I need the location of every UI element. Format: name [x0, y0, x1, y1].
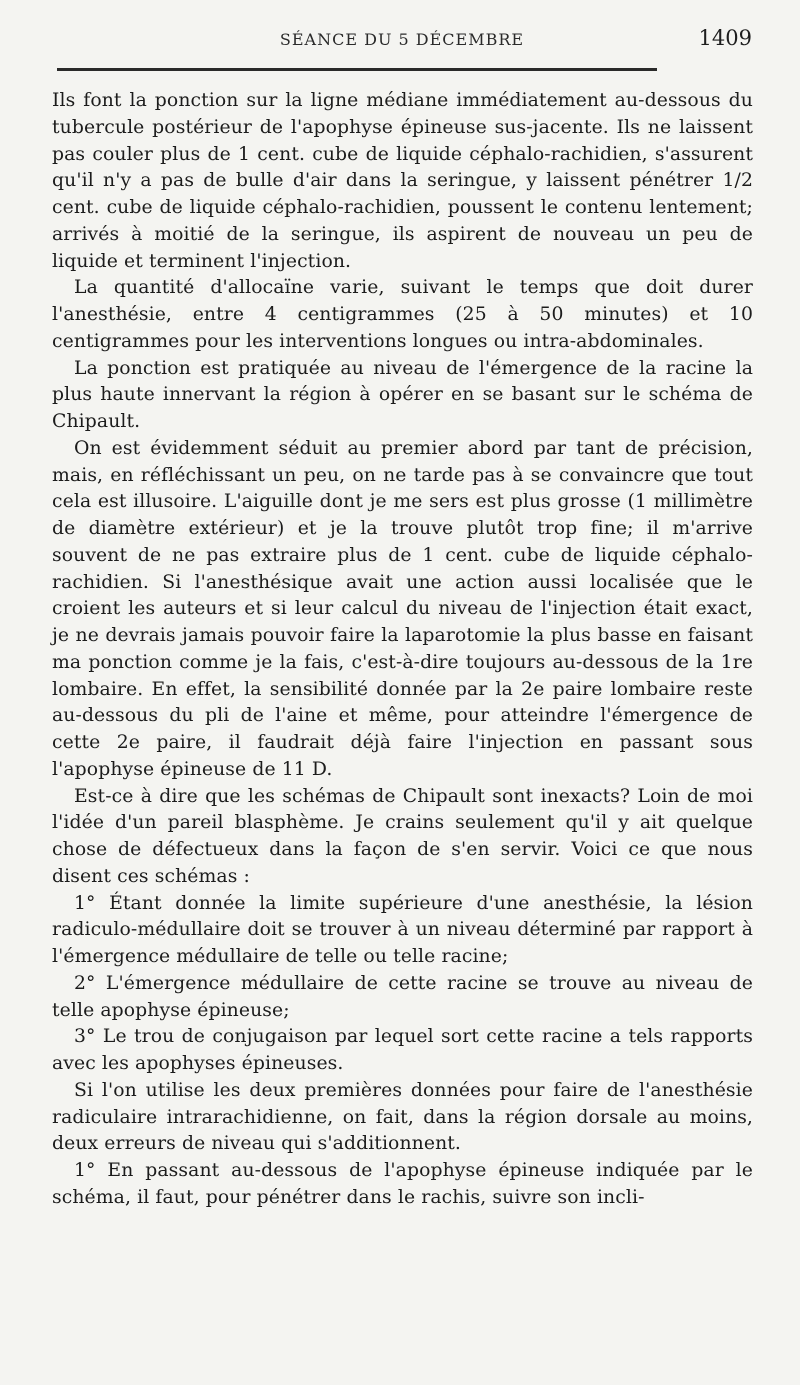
- running-title: SÉANCE DU 5 DÉCEMBRE: [279, 30, 525, 49]
- body-text: [52, 88, 753, 1212]
- paragraph-precision-illusory: On est évidemment séduit au premier abord par tant de précision, mais, en réfléchissant un peu, on ne tarde pas à se convaincre que tout cela est illusoire. L'aiguille dont je me sers est plus grosse (1 millimètre de diamètre extérieur) et je la trouve plutôt trop fine; il m'arrive souvent de ne pas extraire plus de 1 cent. cube de liquide céphalo-rachidien. Si l'anesthésique avait une action aussi localisée que le croient les auteurs et si leur calcul du niveau de l'injection était exact, je ne devrais jamais pouvoir faire la laparotomie la plus basse en faisant ma ponction comme je la fais, c'est-à-dire toujours au-dessous de la 1re lombaire. En effet, la sensibilité donnée par la 2e paire lombaire reste au-dessous du pli de l'aine et même, pour atteindre l'émergence de cette 2e paire, il faudrait déjà faire l'injection en passant sous l'apophyse épineuse de 11 D.: [52, 437, 753, 780]
- paragraph-item-3: 3° Le trou de conjugaison par lequel sort cette racine a tels rapports avec les apophyses épineuses.: [52, 1026, 753, 1074]
- running-head: [52, 26, 752, 56]
- paragraph-first-error: 1° En passant au-dessous de l'apophyse épineuse indiquée par le schéma, il faut, pour pénétrer dans le rachis, suivre son incli-: [52, 1160, 753, 1208]
- paragraph-allocaine-quantity: La quantité d'allocaïne varie, suivant le temps que doit durer l'anesthésie, entre 4 centigrammes (25 à 50 minutes) et 10 centigrammes pour les interventions longues ou intra-abdominales.: [52, 277, 753, 352]
- paragraph-ponction-technique: Ils font la ponction sur la ligne médiane immédiatement au-dessous du tubercule postérieur de l'apophyse épineuse sus-jacente. Ils ne laissent pas couler plus de 1 cent. cube de liquide céphalo-rachidien, s'assurent qu'il n'y a pas de bulle d'air dans la seringue, y laissent pénétrer 1/2 cent. cube de liquide céphalo-rachidien, poussent le contenu lentement; arrivés à moitié de la seringue, ils aspirent de nouveau un peu de liquide et terminent l'injection.: [52, 90, 753, 272]
- header-rule: [57, 68, 657, 71]
- page-number: 1409: [698, 26, 752, 50]
- paragraph-chipault-schemas: Est-ce à dire que les schémas de Chipault sont inexacts? Loin de moi l'idée d'un pareil blasphème. Je crains seulement qu'il y ait quelque chose de défectueux dans la façon de s'en servir. Voici ce que nous disent ces schémas :: [52, 785, 753, 887]
- paragraph-item-1: 1° Étant donnée la limite supérieure d'une anesthésie, la lésion radiculo-médullaire doit se trouver à un niveau déterminé par rapport à l'émergence médullaire de telle ou telle racine;: [52, 892, 753, 967]
- paragraph-item-2: 2° L'émergence médullaire de cette racine se trouve au niveau de telle apophyse épineuse;: [52, 972, 753, 1021]
- paragraph-two-errors: Si l'on utilise les deux premières données pour faire de l'anesthésie radiculaire intrarachidienne, on fait, dans la région dorsale au moins, deux erreurs de niveau qui s'additionnent.: [52, 1079, 753, 1155]
- paragraph-ponction-level: La ponction est pratiquée au niveau de l'émergence de la racine la plus haute innervant la région à opérer en se basant sur le schéma de Chipault.: [52, 357, 753, 432]
